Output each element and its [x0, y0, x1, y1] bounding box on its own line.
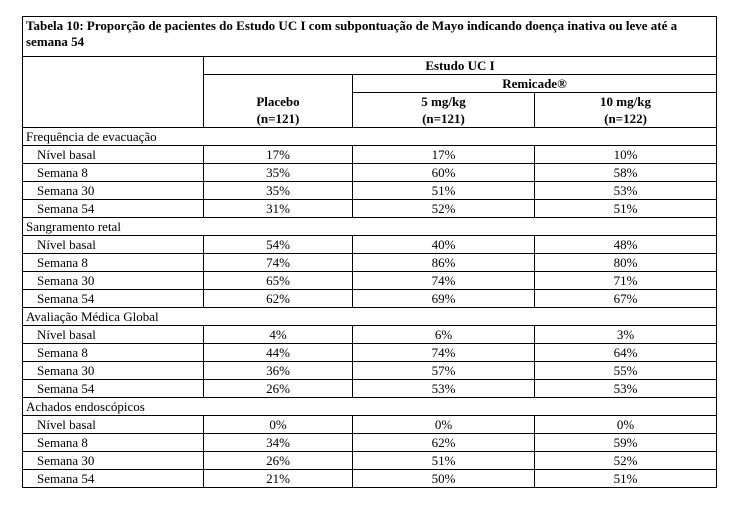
table-caption: Tabela 10: Proporção de pacientes do Estudo UC I com subpontuação de Mayo indicando doença inativa ou leve até a semana 54 — [23, 17, 717, 57]
group-title: Frequência de evacuação — [23, 128, 717, 146]
row-label: Semana 30 — [23, 362, 204, 380]
value-cell: 59% — [535, 434, 717, 452]
value-cell: 57% — [353, 362, 535, 380]
value-cell: 40% — [353, 236, 535, 254]
value-cell: 53% — [535, 380, 717, 398]
table-row — [23, 362, 717, 380]
row-label: Nível basal — [23, 146, 204, 164]
value-cell: 50% — [353, 470, 535, 488]
drug-header: Remicade® — [353, 75, 717, 93]
table-row — [23, 344, 717, 362]
group-title: Achados endoscópicos — [23, 398, 717, 416]
table-row — [23, 164, 717, 182]
value-cell: 74% — [204, 254, 353, 272]
value-cell: 51% — [353, 452, 535, 470]
row-label: Semana 54 — [23, 470, 204, 488]
value-cell: 36% — [204, 362, 353, 380]
table-row — [23, 380, 717, 398]
value-cell: 0% — [204, 416, 353, 434]
table-row — [23, 290, 717, 308]
table-row — [23, 146, 717, 164]
value-cell: 62% — [204, 290, 353, 308]
value-cell: 0% — [353, 416, 535, 434]
value-cell: 54% — [204, 236, 353, 254]
row-label: Semana 30 — [23, 452, 204, 470]
value-cell: 51% — [535, 470, 717, 488]
value-cell: 0% — [535, 416, 717, 434]
value-cell: 26% — [204, 452, 353, 470]
column-n-placebo: (n=121) — [204, 110, 353, 128]
header-blank-cell — [204, 75, 353, 93]
row-label: Nível basal — [23, 326, 204, 344]
group-row — [23, 308, 717, 326]
value-cell: 52% — [353, 200, 535, 218]
group-row — [23, 218, 717, 236]
study-header: Estudo UC I — [204, 57, 717, 75]
table-row — [23, 470, 717, 488]
results-table — [22, 16, 717, 488]
table-row — [23, 452, 717, 470]
value-cell: 26% — [204, 380, 353, 398]
table-row — [23, 272, 717, 290]
value-cell: 51% — [535, 200, 717, 218]
table-row — [23, 416, 717, 434]
row-label: Semana 54 — [23, 290, 204, 308]
value-cell: 86% — [353, 254, 535, 272]
value-cell: 55% — [535, 362, 717, 380]
value-cell: 64% — [535, 344, 717, 362]
row-label: Nível basal — [23, 416, 204, 434]
row-label: Semana 8 — [23, 164, 204, 182]
value-cell: 71% — [535, 272, 717, 290]
caption-row — [23, 17, 717, 57]
column-header-placebo: Placebo — [204, 93, 353, 111]
value-cell: 17% — [353, 146, 535, 164]
value-cell: 74% — [353, 344, 535, 362]
value-cell: 48% — [535, 236, 717, 254]
value-cell: 60% — [353, 164, 535, 182]
value-cell: 53% — [535, 182, 717, 200]
header-blank-cell — [23, 75, 204, 93]
row-label: Semana 8 — [23, 254, 204, 272]
group-row — [23, 398, 717, 416]
header-row-columns — [23, 93, 717, 111]
table-row — [23, 254, 717, 272]
header-row-n — [23, 110, 717, 128]
table-row — [23, 200, 717, 218]
table-row — [23, 326, 717, 344]
value-cell: 67% — [535, 290, 717, 308]
value-cell: 21% — [204, 470, 353, 488]
column-n-10mg: (n=122) — [535, 110, 717, 128]
value-cell: 69% — [353, 290, 535, 308]
value-cell: 74% — [353, 272, 535, 290]
value-cell: 34% — [204, 434, 353, 452]
value-cell: 53% — [353, 380, 535, 398]
value-cell: 51% — [353, 182, 535, 200]
value-cell: 35% — [204, 164, 353, 182]
value-cell: 6% — [353, 326, 535, 344]
group-title: Avaliação Médica Global — [23, 308, 717, 326]
value-cell: 10% — [535, 146, 717, 164]
value-cell: 58% — [535, 164, 717, 182]
table-row — [23, 236, 717, 254]
row-label: Semana 54 — [23, 380, 204, 398]
value-cell: 52% — [535, 452, 717, 470]
value-cell: 4% — [204, 326, 353, 344]
group-title: Sangramento retal — [23, 218, 717, 236]
header-blank-cell — [23, 57, 204, 75]
row-label: Semana 30 — [23, 182, 204, 200]
column-n-5mg: (n=121) — [353, 110, 535, 128]
column-header-10mg: 10 mg/kg — [535, 93, 717, 111]
value-cell: 80% — [535, 254, 717, 272]
header-row-study — [23, 57, 717, 75]
row-label: Semana 30 — [23, 272, 204, 290]
table-row — [23, 434, 717, 452]
value-cell: 3% — [535, 326, 717, 344]
value-cell: 62% — [353, 434, 535, 452]
row-label: Nível basal — [23, 236, 204, 254]
value-cell: 31% — [204, 200, 353, 218]
header-blank-cell — [23, 93, 204, 111]
row-label: Semana 54 — [23, 200, 204, 218]
value-cell: 65% — [204, 272, 353, 290]
header-blank-cell — [23, 110, 204, 128]
row-label: Semana 8 — [23, 434, 204, 452]
value-cell: 35% — [204, 182, 353, 200]
header-row-drug — [23, 75, 717, 93]
table-row — [23, 182, 717, 200]
group-row — [23, 128, 717, 146]
row-label: Semana 8 — [23, 344, 204, 362]
column-header-5mg: 5 mg/kg — [353, 93, 535, 111]
value-cell: 44% — [204, 344, 353, 362]
value-cell: 17% — [204, 146, 353, 164]
